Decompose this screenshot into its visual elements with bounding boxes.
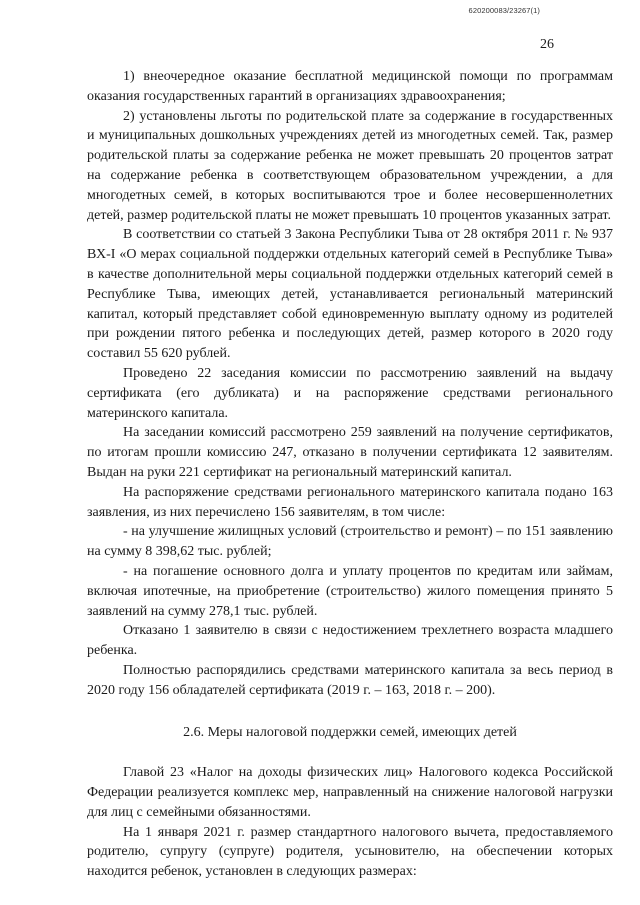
- page-number: 26: [540, 37, 554, 52]
- paragraph-refusal: Отказано 1 заявителю в связи с недостижением трехлетнего возраста младшего ребенка.: [87, 623, 613, 659]
- paragraph-applications-reviewed: На заседании комиссий рассмотрено 259 заявлений на получение сертификатов, по итогам прошли комиссию 247, отказано в получении сертификата 12 заявителям. Выдан на руки 221 сертификат на региональный материнский капитал.: [87, 425, 613, 480]
- paragraph-tax-deduction: На 1 января 2021 г. размер стандартного налогового вычета, предоставляемого родителю, супругу (супруге) родителя, усыновителю, на обеспечении которых находится ребенок, установлен в следующих размерах:: [87, 824, 613, 880]
- paragraph-disposal-applications: На распоряжение средствами регионального материнского капитала подано 163 заявления, из них перечислено 156 заявителям, в том числе:: [87, 484, 613, 520]
- list-item-loans: - на погашение основного долга и уплату процентов по кредитам или займам, включая ипотечные, на приобретение (строительство) жилого помещения принято 5 заявлений на сумму 278,1 тыс. рублей.: [87, 563, 613, 619]
- document-id: 620200083/23267(1): [468, 6, 540, 15]
- list-item-housing: - на улучшение жилищных условий (строительство и ремонт) – по 151 заявлению на сумму 8 398,62 тыс. рублей;: [87, 524, 613, 560]
- section-heading: 2.6. Меры налоговой поддержки семей, имеющих детей: [183, 724, 517, 740]
- paragraph-medical-care: 1) внеочередное оказание бесплатной медицинской помощи по программам оказания государственных гарантий в организациях здравоохранения;: [87, 69, 613, 104]
- paragraph-parental-fee: 2) установлены льготы по родительской плате за содержание в государственных и муниципальных дошкольных учреждениях детей из многодетных семей. Так, размер родительской платы за содержание ребенка не может превышать 20 процентов затрат на содержание ребенка в соответствующем образовательном учреждении, а для многодетных семей, в которых воспитываются трое и более несовершеннолетних детей, размер родительской платы не может превышать 10 процентов указанных затрат.: [87, 108, 613, 223]
- paragraph-law-reference: В соответствии со статьей 3 Закона Республики Тыва от 28 октября 2011 г. № 937 ВХ-I «О мерах социальной поддержки отдельных категорий семей в Республике Тыва» в качестве дополнительной меры социальной поддержки отдельных категорий семей в Республике Тыва, имеющих детей, устанавливается региональный материнский капитал, который представляет собой единовременную выплату одному из родителей при рождении пятого ребенка и последующих детей, размер которого в 2020 году составил 55 620 рублей.: [87, 227, 613, 362]
- paragraph-full-disposal: Полностью распорядились средствами материнского капитала за весь период в 2020 году 156 обладателей сертификата (2019 г. – 163, 2018 г. – 200).: [87, 662, 613, 698]
- paragraph-commission-meetings: Проведено 22 заседания комиссии по рассмотрению заявлений на выдачу сертификата (его дубликата) и на распоряжение средствами регионального материнского капитала.: [87, 365, 613, 421]
- paragraph-tax-code: Главой 23 «Налог на доходы физических лиц» Налогового кодекса Российской Федерации реализуется комплекс мер, направленный на снижение налоговой нагрузки для лиц с семейными обязанностями.: [87, 765, 613, 820]
- document-body: [87, 67, 613, 882]
